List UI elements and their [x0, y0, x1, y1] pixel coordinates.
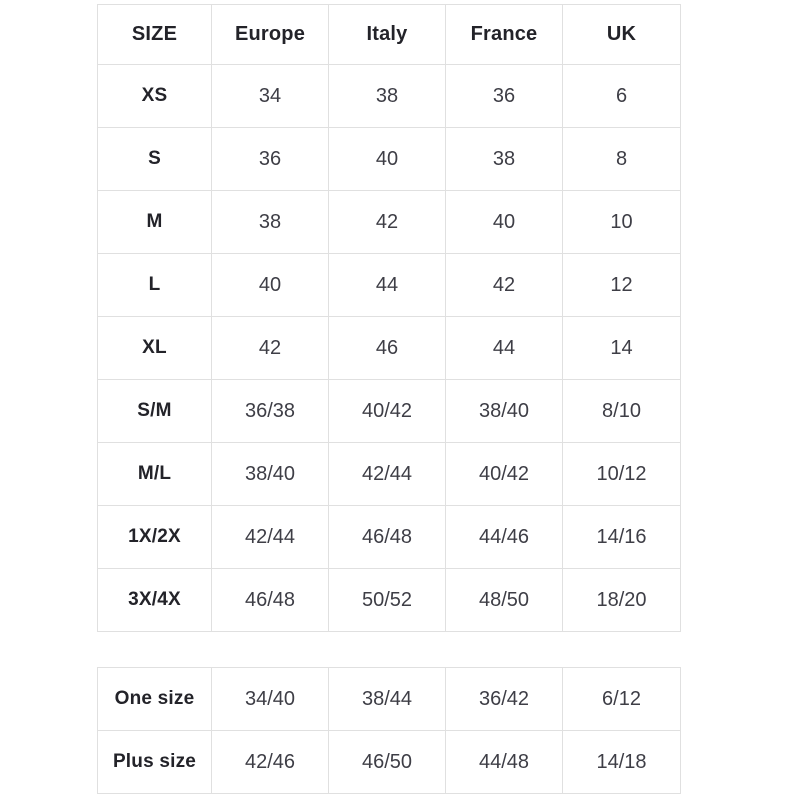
- size-value-cell: 38/40: [446, 380, 563, 443]
- size-value-cell: 46/50: [329, 731, 446, 794]
- size-value-cell: 40: [329, 128, 446, 191]
- size-label-cell: XS: [98, 65, 212, 128]
- size-label-cell: M/L: [98, 443, 212, 506]
- column-header-italy: Italy: [329, 5, 446, 65]
- size-label-cell: M: [98, 191, 212, 254]
- size-value-cell: 42/44: [329, 443, 446, 506]
- size-value-cell: 44: [329, 254, 446, 317]
- size-value-cell: 42: [212, 317, 329, 380]
- table-row: [98, 506, 681, 569]
- size-label-cell: S: [98, 128, 212, 191]
- size-label-cell: One size: [98, 668, 212, 731]
- size-label-cell: S/M: [98, 380, 212, 443]
- size-label-cell: 3X/4X: [98, 569, 212, 632]
- size-value-cell: 18/20: [563, 569, 681, 632]
- size-value-cell: 6/12: [563, 668, 681, 731]
- size-value-cell: 46/48: [329, 506, 446, 569]
- size-value-cell: 40/42: [446, 443, 563, 506]
- size-value-cell: 40/42: [329, 380, 446, 443]
- header-row: [98, 5, 681, 65]
- size-value-cell: 42/44: [212, 506, 329, 569]
- size-value-cell: 46: [329, 317, 446, 380]
- table-row: [98, 191, 681, 254]
- size-conversion-table-header: [98, 5, 681, 65]
- table-row: [98, 65, 681, 128]
- special-sizes-table: [97, 667, 681, 794]
- size-value-cell: 36/38: [212, 380, 329, 443]
- size-value-cell: 6: [563, 65, 681, 128]
- size-label-cell: Plus size: [98, 731, 212, 794]
- size-value-cell: 50/52: [329, 569, 446, 632]
- size-conversion-table: [97, 4, 681, 632]
- table-row: [98, 317, 681, 380]
- size-value-cell: 8/10: [563, 380, 681, 443]
- table-row: [98, 731, 681, 794]
- special-sizes-table-body: [98, 668, 681, 794]
- table-row: [98, 569, 681, 632]
- size-value-cell: 38/40: [212, 443, 329, 506]
- size-value-cell: 14/18: [563, 731, 681, 794]
- size-value-cell: 46/48: [212, 569, 329, 632]
- size-value-cell: 40: [212, 254, 329, 317]
- size-value-cell: 34/40: [212, 668, 329, 731]
- size-value-cell: 10/12: [563, 443, 681, 506]
- size-value-cell: 48/50: [446, 569, 563, 632]
- size-value-cell: 38: [212, 191, 329, 254]
- size-value-cell: 14: [563, 317, 681, 380]
- size-value-cell: 42/46: [212, 731, 329, 794]
- size-value-cell: 38/44: [329, 668, 446, 731]
- table-row: [98, 443, 681, 506]
- size-value-cell: 38: [446, 128, 563, 191]
- table-row: [98, 128, 681, 191]
- table-row: [98, 254, 681, 317]
- size-value-cell: 36: [446, 65, 563, 128]
- size-value-cell: 36/42: [446, 668, 563, 731]
- size-value-cell: 38: [329, 65, 446, 128]
- size-value-cell: 10: [563, 191, 681, 254]
- size-value-cell: 42: [329, 191, 446, 254]
- size-value-cell: 36: [212, 128, 329, 191]
- size-value-cell: 44: [446, 317, 563, 380]
- column-header-europe: Europe: [212, 5, 329, 65]
- size-value-cell: 14/16: [563, 506, 681, 569]
- size-label-cell: XL: [98, 317, 212, 380]
- size-value-cell: 42: [446, 254, 563, 317]
- size-conversion-table-body: [98, 65, 681, 632]
- size-label-cell: 1X/2X: [98, 506, 212, 569]
- size-value-cell: 40: [446, 191, 563, 254]
- column-header-size: SIZE: [98, 5, 212, 65]
- size-value-cell: 44/48: [446, 731, 563, 794]
- column-header-france: France: [446, 5, 563, 65]
- column-header-uk: UK: [563, 5, 681, 65]
- size-label-cell: L: [98, 254, 212, 317]
- table-row: [98, 380, 681, 443]
- size-value-cell: 44/46: [446, 506, 563, 569]
- table-row: [98, 668, 681, 731]
- size-value-cell: 8: [563, 128, 681, 191]
- size-value-cell: 12: [563, 254, 681, 317]
- size-value-cell: 34: [212, 65, 329, 128]
